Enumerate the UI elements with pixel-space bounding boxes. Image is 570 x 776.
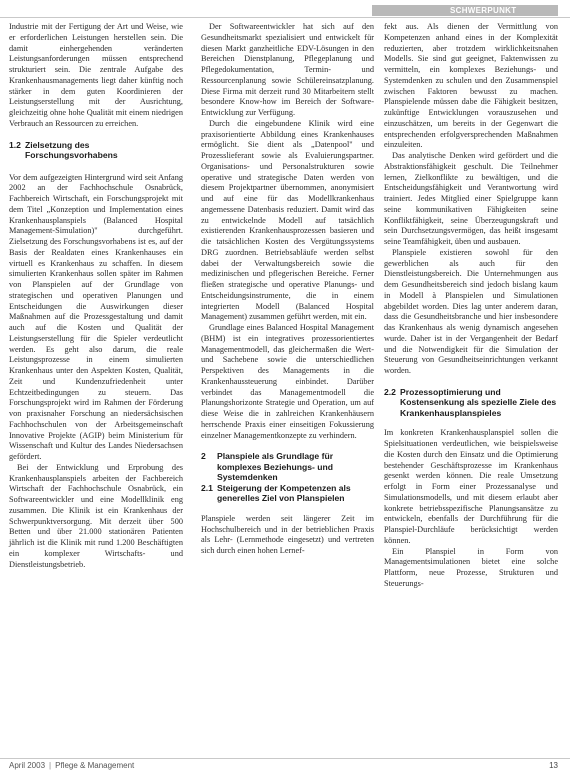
section-label: SCHWERPUNKT	[450, 6, 517, 15]
paragraph: Planspiele existieren sowohl für den gewerblichen als auch für den Dienstleistungsbereich. Die Unternehmungen aus dem Gesundheitsbereich sind jedoch bislang kaum in Modell à Planspielen und Simulationen abgebildet worden. Dies lag unter anderem daran, dass die Gesundheitsbranche und hier insbesondere das Krankenhaus als wenig dynamisch angesehen wurde. Daher ist in der Vergangenheit der Bedarf und die Notwendigkeit für die Simulation der Steuerung von Gesundheitseinrichtungen verkannt worden.	[384, 247, 558, 375]
footer-journal: Pflege & Management	[55, 761, 135, 770]
section-title: Prozessoptimierung und Kostensenkung als spezielle Ziele des Krankenhausplanspieles	[400, 386, 557, 418]
paragraph: Planspiele werden seit längerer Zeit im Hochschulbereich und in der betrieblichen Praxis als Lehr- (Lernmethode eingesetzt) und vertreten sich durch einen hohen Lernef-	[201, 513, 374, 555]
page-header	[0, 0, 570, 18]
paragraph: Im konkreten Krankenhausplanspiel sollen die Spielsituationen verdeutlichen, wie beispielsweise die Kosten durch den Einsatz und die Optimierung bestehender Geschäftsprozesse im Krankenhaus gesenkt werden können. Die reale Umsetzung erfolgt in Form einer Prozessanalyse und Simulationsmodells, und mit diesem erlaubt aber konkrete betriebsspezifische Planungsansätze zu entwickeln, ebenfalls der Durchführung für die Planspiel-Durchläufe berücksichtigt werden können.	[384, 428, 558, 545]
section-title: Planspiele als Grundlage für komplexes Beziehungs- und Systemdenken	[217, 451, 334, 483]
section-heading-1-2	[9, 140, 183, 161]
section-title: Steigerung der Kompetenzen als generelles Ziel von Planspielen	[217, 482, 351, 504]
paragraph: Der Softwareentwickler hat sich auf den Gesundheitsmarkt spezialisiert und entwickelt für diesen Markt ganzheitliche EDV-Lösungen in den Bereichen Dienstplanung, Pflegeplanung und Pflegedokumentation, Termin- und Ressourcenplanung sowie Schülereinsatzplanung. Diese Firma mit derzeit rund 30 Mitarbeitern stellt besondere Know-how im Bereich der Software-Entwicklung zur Verfügung.	[201, 22, 374, 117]
paragraph: Bei der Entwicklung und Erprobung des Krankenhausplanspiels arbeiten der Fachbereich Wirtschaft der Fachhochschule Osnabrück, ein Softwareentwickler und eine Modellklinik eng zusammen. Die Klinik ist ein Krankenhaus der Schwerpunktversorgung. Mit derzeit über 500 Betten und über 21.000 stationären Patienten jährlich ist die Klinik mit rund 1.200 Beschäftigten ein komplexer Wirtschafts- und Dienstleistungsbetrieb.	[9, 462, 183, 569]
paragraph: Industrie mit der Fertigung der Art und Weise, wie er erforderlichen Leistungen herstellen sein. Die damit einhergehenden veränderten Leistungsanforderungen müssen entsprechend strukturiert sein. Die zentrale Aufgabe des Krankenhausmanagements liegt daher künftig noch stärker in dem guten Koordinieren der Leistungserstellung mit der Ausrichtung, gleichzeitig ohne hohe Qualität mit einem niedrigen Verbrauch an Ressourcen zu erreichen.	[9, 22, 183, 128]
paragraph: Das analytische Denken wird gefördert und die Abstraktionsfähigkeit geschult. Die Teilnehmer lernen, Zielkonflikte zu bewältigen, und die Entscheidungsfähigkeit und Verantwortung wird trainiert. Jedes Mitglied einer Spielgruppe kann seine kommunikativen Fähigkeiten seine Konfliktfähigkeit, seine Überzeugungskraft und sein Durchsetzungsvermögen, das heißt insgesamt seine Teamfähigkeit, üben und ausbauen.	[384, 151, 558, 246]
paragraph: Durch die eingebundene Klinik wird eine praxisorientierte Abbildung eines Krankenhauses ermöglicht. Sie dient als „Datenpool" und Prozesslieferant sowie als Evaluierungspartner. Organisations- und Personalstrukturen sowie operative und strategische Daten werden von diesem Projektpartner übernommen, anonymisiert und auf eine für das Modellkrankenhaus angemessene Datenbasis reduziert. Damit wird das zu entwickelnde Modell auf tatsächlich existierenden Krankenhausprozessen basieren und die tatsächlichen Kosten des Vergütungssystems DRG zuordnen. Betriebsabläufe werden selbst dabei der Verwaltungsbereich sowie die medizinischen und pflegerischen Bereiche. Ferner fließen strategische und operative Planungs- und Entscheidungsinstrumente, die in einem integrierten Modell (Balanced Hospital Management) zusammen geführt werden, mit ein.	[201, 118, 374, 322]
footer-rule	[0, 758, 570, 759]
page-number: 13	[549, 761, 558, 770]
footer-separator: |	[49, 761, 52, 770]
section-number: 2.2	[384, 386, 396, 397]
paragraph: fekt aus. Als dienen der Vermittlung von Kompetenzen anhand eines in der Komplexität reduzierten, aber trotzdem wirklichkeitsnahen Modells. Sie sind gut geeignet, Faktenwissen zu vermitteln, ein komplexes Beziehungs- und Systemdenken zu schulen und den Zusammenspiel zwischen Faktoren bewusst zu machen. Planspielende müssen dabe die Fähigkeit besitzen, zukünftige Entwicklungen vorauszusehen und einzuschätzen, um bereits in der Gegenwart die entsprechenden erfolgversprechenden Maßnahmen einzuleiten.	[384, 22, 558, 150]
section-heading-2	[201, 451, 374, 483]
footer-source	[9, 761, 134, 770]
section-number: 2.1	[201, 482, 213, 493]
section-heading-2-1	[201, 483, 374, 504]
column-right	[384, 22, 558, 590]
footer-issue: April 2003	[9, 761, 46, 770]
paragraph: Vor dem aufgezeigten Hintergrund wird seit Anfang 2002 an der Fachhochschule Osnabrück, Fachbereich Wirtschaft, ein Forschungsprojekt mit dem Titel „Konzeption und Implementation eines Krankenhausplanspiels (Balanced Hospital Management-Simulation)" durchgeführt. Zielsetzung des Forschungsvorhabens ist es, auf der Basis der Realdaten eines Krankenhauses ein virtuell es Krankenhaus zu schaffen. In diesem simulierten Krankenhaus sollen später im Rahmen von Planspielen auf der Grundlage von strategischen und operativen Planungen und Entscheidungen die Auswirkungen dieser Maßnahmen auf die Prozessgestaltung und damit auch auf die Kosten und Qualität der Leistungserstellung für die Spieler verdeutlicht werden. Es geht also darum, die reale Leistungsprozesse in einem simulierten Krankenhaus unter den Aspekten Kosten, Qualität, Zeit und Kundenzufriedenheit unter Echtzeitbedingungen zu steuern. Das Forschungsprojekt wird im Rahmen der Förderung von praxisnaher Forschung an niedersächsischen Fachhochschulen von der Arbeitsgemeinschaft Innovative Projekte (AGIP) beim Ministerium für Wissenschaft und Kultur des Landes Niedersachsen gefördert.	[9, 172, 183, 461]
page-footer	[0, 758, 570, 776]
section-number: 2	[201, 451, 206, 462]
section-number: 1.2	[9, 139, 21, 150]
column-left	[9, 22, 183, 570]
section-title: Zielsetzung des Forschungsvorhabens	[25, 139, 118, 160]
paragraph: Grundlage eines Balanced Hospital Management (BHM) ist ein integratives prozessorientiertes Managementmodell, das gleichermaßen die Wert- und Sachebene sowie die unterschiedlichen Perspektiven des Managements in die Krankenhaussteuerung einbindet. Darüber verbindet das Managementmodell die Planungshorizonte Strategie und Operation, um auf diese Weise die in zahlreichen Krankenhäusern herrschende Praxis einer einseitigen Fokussierung einzelner Managementkonzepte zu verhindern.	[201, 323, 374, 440]
column-middle	[201, 22, 374, 557]
header-rule	[0, 17, 570, 18]
paragraph: Ein Planspiel in Form von Managementsimulationen bietet eine solche Plattform, neue Prozesse, Strukturen und Steuerungs-	[384, 546, 558, 588]
section-heading-2-2	[384, 387, 558, 419]
